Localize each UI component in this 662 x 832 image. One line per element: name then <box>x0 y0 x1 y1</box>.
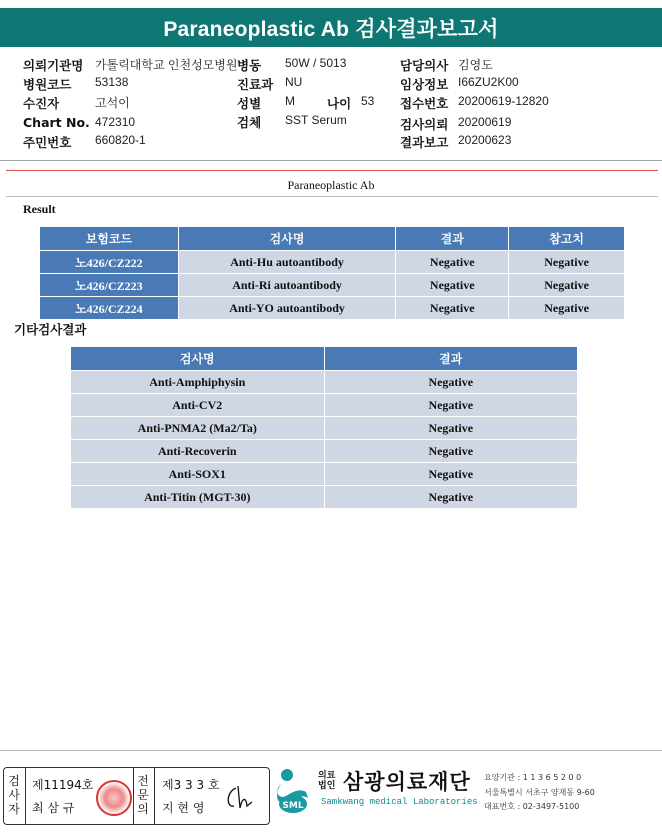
cell-reference: Negative <box>509 274 625 297</box>
table-row <box>71 440 578 463</box>
info-label-doctor: 담당의사 <box>400 58 449 73</box>
cell-test: Anti-Amphiphysin <box>71 371 325 394</box>
examiner-name: 최 삼 규 <box>32 801 75 815</box>
cell-code: 노426/CZ223 <box>40 274 179 297</box>
other-results-label: 기타검사결과 <box>14 322 87 337</box>
divider <box>133 768 134 824</box>
section-subtitle: Paraneoplastic Ab <box>287 178 375 192</box>
phone: 대표번호 : 02-3497-5100 <box>484 802 580 811</box>
agency-code: 요양기관 : 1 1 3 6 5 2 0 0 <box>484 773 582 782</box>
info-value-clinical-info: I66ZU2K00 <box>458 75 519 89</box>
info-value-specimen: SST Serum <box>285 113 347 127</box>
divider <box>154 768 155 824</box>
cell-test: Anti-Ri autoantibody <box>178 274 396 297</box>
info-value-hospital: 가톨릭대학교 인천성모병원 <box>95 58 238 72</box>
cell-result: Negative <box>324 463 577 486</box>
logo-text: SML <box>282 801 304 811</box>
cell-test: Anti-Titin (MGT-30) <box>71 486 325 509</box>
info-label-patient: 수진자 <box>23 96 60 111</box>
sml-logo-icon <box>272 768 314 814</box>
cell-result: Negative <box>324 417 577 440</box>
info-value-resident-no: 660820-1 <box>95 133 146 147</box>
address: 서울특별시 서초구 양재동 9-60 <box>484 788 595 797</box>
other-results-table <box>70 346 578 509</box>
col-header-result: 결과 <box>396 227 509 251</box>
examiner-label: 검 사 자 <box>8 774 20 816</box>
col-header-reference: 참고치 <box>509 227 625 251</box>
table-header-row <box>71 347 578 371</box>
table-row <box>40 274 625 297</box>
cell-test: Anti-PNMA2 (Ma2/Ta) <box>71 417 325 440</box>
result-label: Result <box>23 202 56 216</box>
info-label-hospital: 의뢰기관명 <box>23 58 84 73</box>
info-label-clinical-info: 임상정보 <box>400 77 449 92</box>
info-value-report-date: 20200623 <box>458 133 512 147</box>
cell-test: Anti-Hu autoantibody <box>178 251 396 274</box>
cell-result: Negative <box>324 371 577 394</box>
cell-result: Negative <box>396 297 509 320</box>
col-header-test: 검사명 <box>71 347 325 371</box>
col-header-result: 결과 <box>324 347 577 371</box>
cell-reference: Negative <box>509 297 625 320</box>
info-label-resident-no: 주민번호 <box>23 135 72 150</box>
info-label-report-date: 결과보고 <box>400 135 449 150</box>
corp-english-name: Samkwang medical Laboratories <box>321 797 478 807</box>
table-header-row <box>40 227 625 251</box>
specialist-license-no: 제3 3 3 호 <box>162 778 220 792</box>
cell-result: Negative <box>396 274 509 297</box>
info-label-age: 나이 <box>327 96 352 111</box>
table-row <box>71 371 578 394</box>
footer-divider <box>0 750 662 751</box>
cell-result: Negative <box>324 394 577 417</box>
info-label-receipt-no: 접수번호 <box>400 96 449 111</box>
info-label-ward: 병동 <box>237 58 262 73</box>
signature-box <box>3 767 270 825</box>
table-row <box>71 463 578 486</box>
info-label-sex: 성별 <box>237 96 262 111</box>
cell-result: Negative <box>324 440 577 463</box>
info-value-sex: M <box>285 94 295 108</box>
info-label-chart-no: Chart No. <box>23 115 90 130</box>
seal-stamp-icon <box>96 780 132 816</box>
info-label-request-date: 검사의뢰 <box>400 117 449 132</box>
info-value-patient: 고석이 <box>95 96 130 110</box>
cell-result: Negative <box>396 251 509 274</box>
info-value-age: 53 <box>361 94 375 108</box>
divider <box>0 160 662 161</box>
col-header-test: 검사명 <box>178 227 396 251</box>
info-value-receipt-no: 20200619-12820 <box>458 94 549 108</box>
result-table <box>39 226 625 320</box>
cell-test: Anti-YO autoantibody <box>178 297 396 320</box>
table-row <box>40 297 625 320</box>
corp-name: 삼광의료재단 <box>343 770 471 794</box>
table-row <box>40 251 625 274</box>
info-value-ward: 50W / 5013 <box>285 56 347 70</box>
examiner-license-no: 제11194호 <box>32 778 94 792</box>
info-value-chart-no: 472310 <box>95 115 136 129</box>
info-label-department: 진료과 <box>237 77 274 92</box>
cell-code: 노426/CZ224 <box>40 297 179 320</box>
report-title: Paraneoplastic Ab 검사결과보고서 <box>0 8 662 47</box>
info-label-specimen: 검체 <box>237 115 262 130</box>
cell-test: Anti-SOX1 <box>71 463 325 486</box>
cell-test: Anti-Recoverin <box>71 440 325 463</box>
cell-test: Anti-CV2 <box>71 394 325 417</box>
specialist-label: 전 문 의 <box>137 774 149 816</box>
table-row <box>71 394 578 417</box>
divider <box>6 196 658 197</box>
signature-icon <box>222 782 262 812</box>
table-row <box>71 417 578 440</box>
info-value-doctor: 김영도 <box>458 58 493 72</box>
table-row <box>71 486 578 509</box>
info-value-hospital-code: 53138 <box>95 75 129 89</box>
cell-reference: Negative <box>509 251 625 274</box>
info-value-request-date: 20200619 <box>458 115 512 129</box>
col-header-code: 보험코드 <box>40 227 179 251</box>
specialist-name: 지 현 영 <box>162 801 205 815</box>
info-label-hospital-code: 병원코드 <box>23 77 72 92</box>
cell-result: Negative <box>324 486 577 509</box>
divider-red <box>6 170 658 171</box>
divider <box>25 768 26 824</box>
corp-prefix: 의료 법인 <box>318 771 336 791</box>
cell-code: 노426/CZ222 <box>40 251 179 274</box>
info-value-department: NU <box>285 75 303 89</box>
